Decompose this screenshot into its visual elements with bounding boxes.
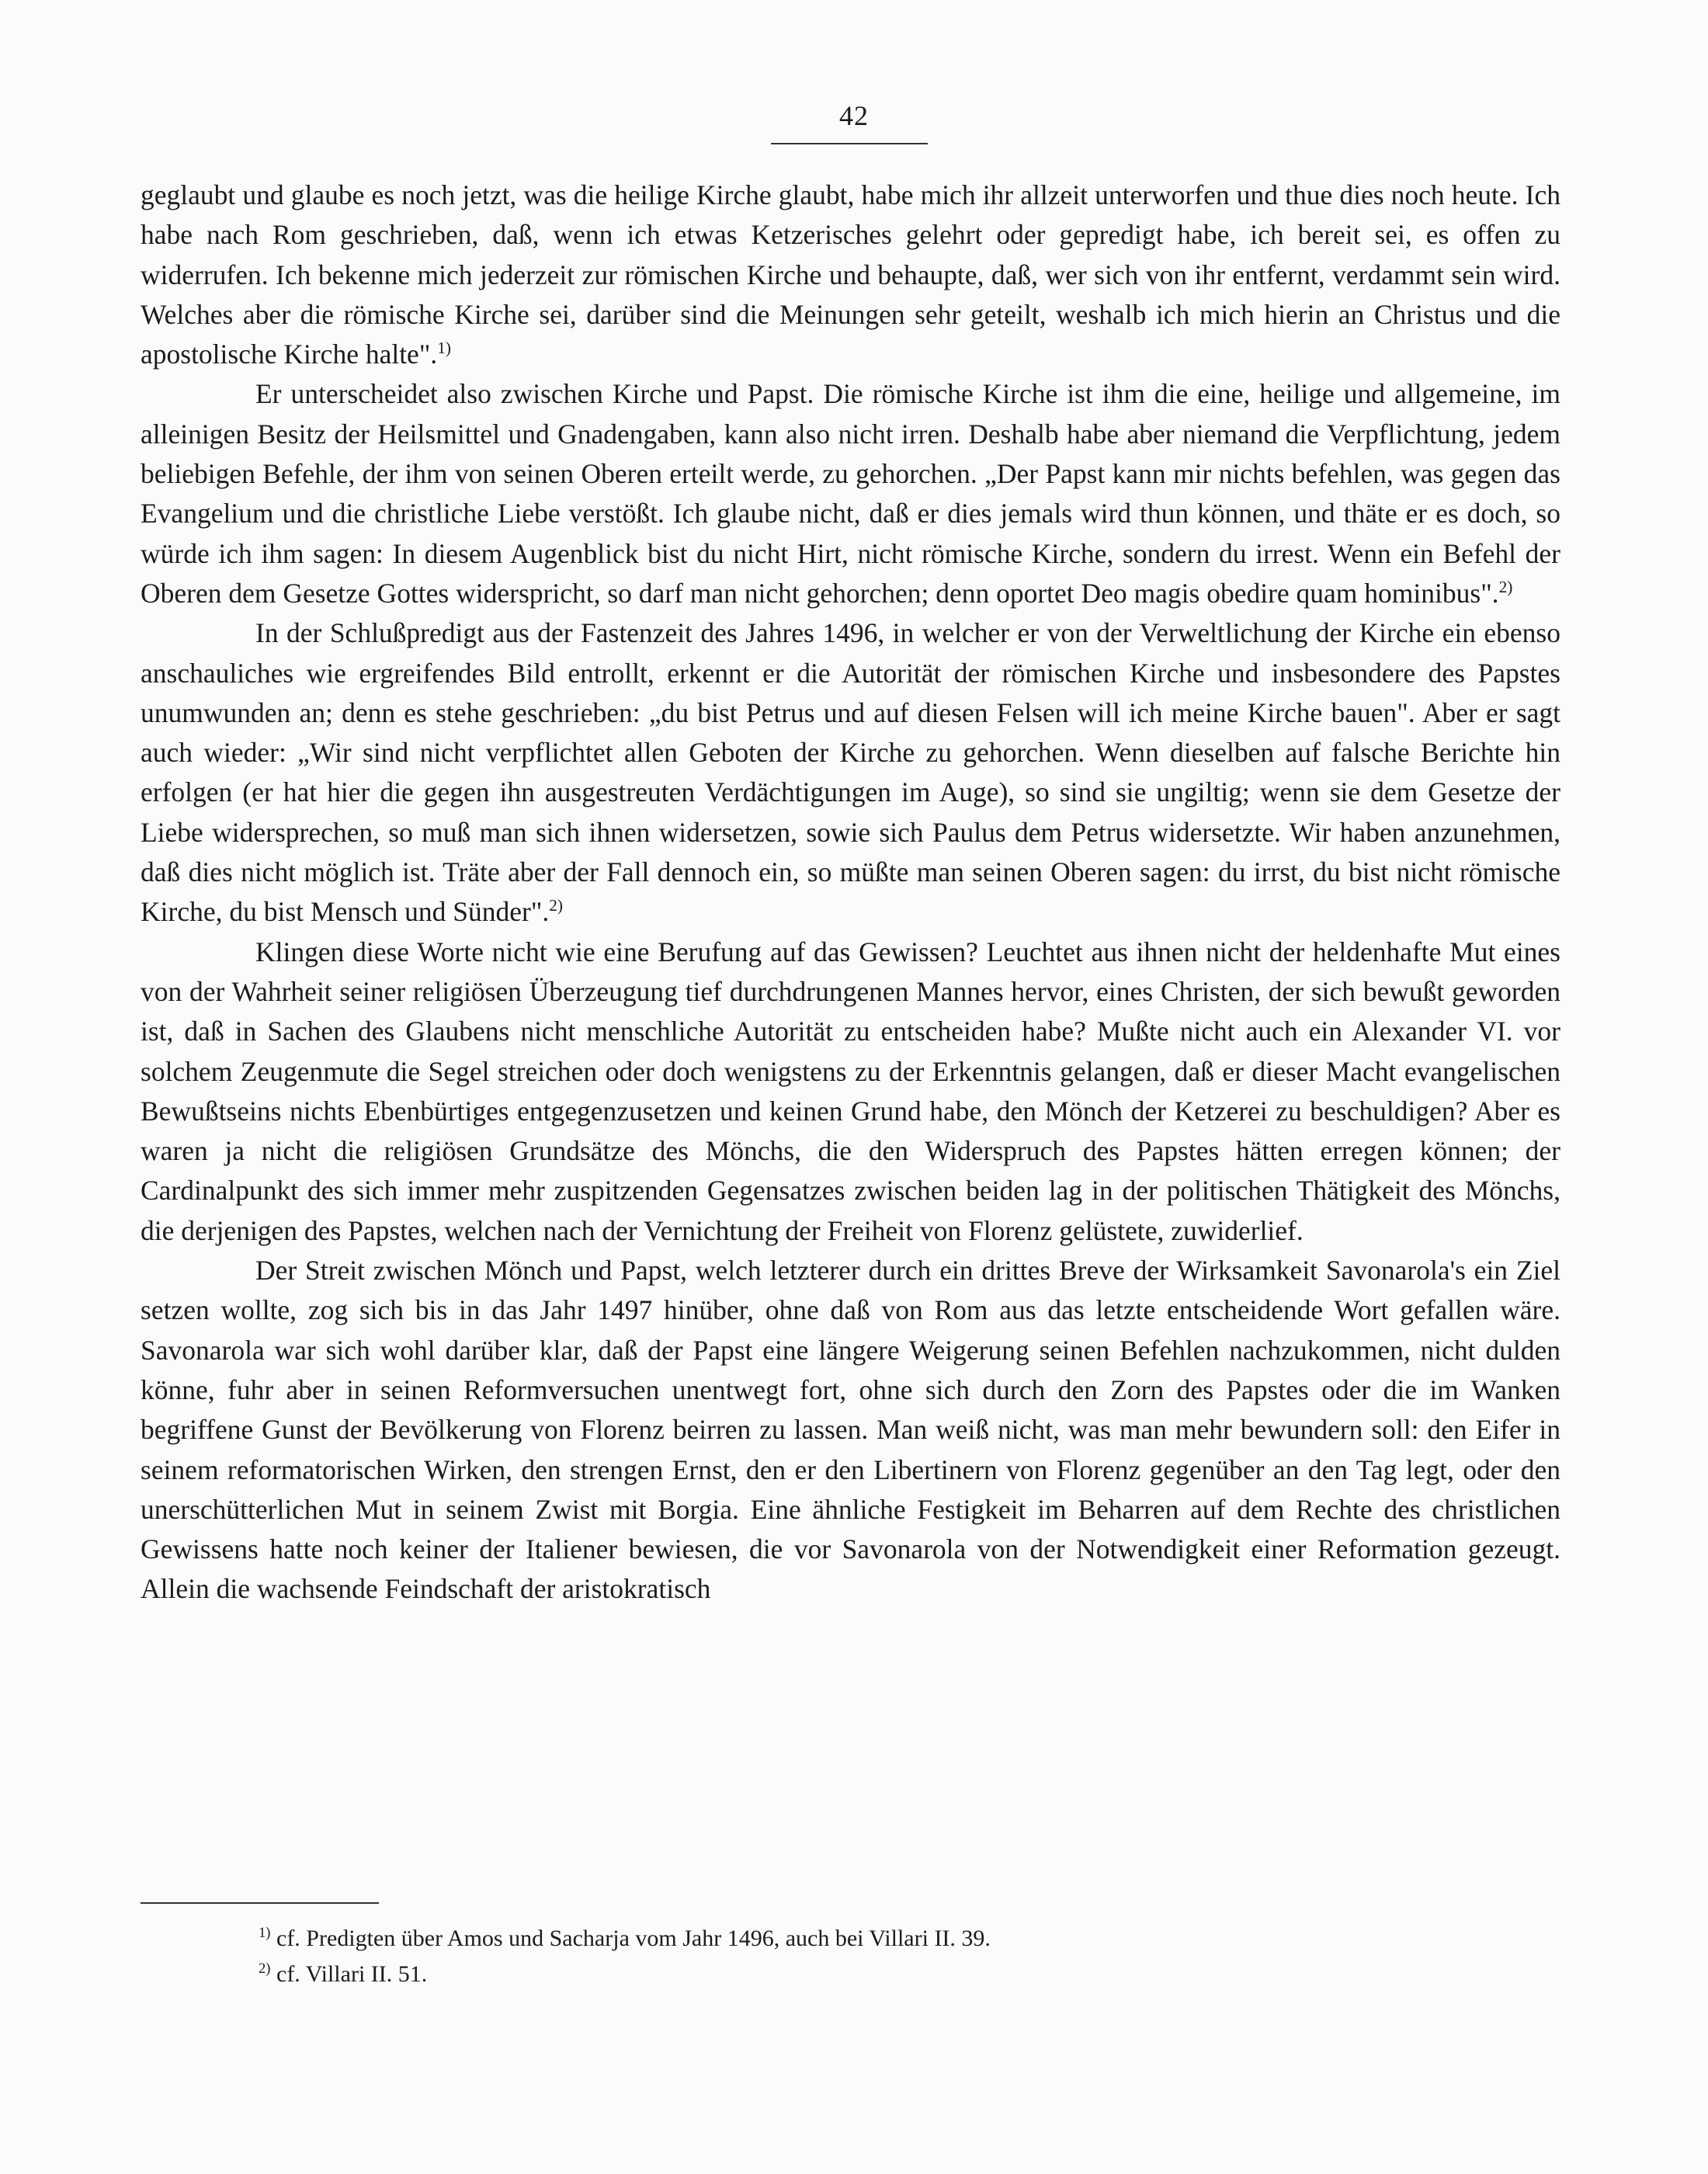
footnotes bbox=[259, 1921, 1345, 1992]
footnote-reference: 2) bbox=[1498, 578, 1513, 597]
paragraph: Der Streit zwischen Mönch und Papst, welch letzterer durch ein drittes Breve der Wirksamkeit Savonarola's ein Ziel setzen wollte, zog sich bis in das Jahr 1497 hinüber, ohne daß von Rom aus das letzte entscheidende Wort gefallen wäre. Savonarola war sich wohl darüber klar, daß der Papst eine längere Weigerung seinen Befehlen nachzukommen, nicht dulden könne, fuhr aber in seinen Reformversuchen unentwegt fort, ohne sich durch den Zorn des Papstes oder die im Wanken begriffene Gunst der Bevölkerung von Florenz beirren zu lassen. Man weiß nicht, was man mehr bewundern soll: den Eifer in seinem reformatorischen Wirken, den strengen Ernst, den er den Libertinern von Florenz gegenüber an den Tag legt, oder den unerschütterlichen Mut in seinem Zwist mit Borgia. Eine ähnliche Festigkeit im Beharren auf dem Rechte des christlichen Gewissens hatte noch keiner der Italiener bewiesen, die vor Savonarola von der Notwendigkeit einer Reformation gezeugt. Allein die wachsende Feindschaft der aristokratisch bbox=[141, 1255, 1560, 1605]
footnote-rule bbox=[141, 1902, 379, 1904]
footnote-reference: 2) bbox=[549, 896, 563, 915]
paragraph: Er unterscheidet also zwischen Kirche und Papst. Die römische Kirche ist ihm die eine, heilige und allgemeine, im alleinigen Besitz der Heilsmittel und Gnadengaben, kann also nicht irren. Deshalb habe aber niemand die Verpflichtung, jedem beliebigen Befehle, der ihm von seinen Oberen erteilt werde, zu gehorchen. „Der Papst kann mir nichts befehlen, was gegen das Evangelium und die christliche Liebe verstößt. Ich glaube nicht, daß er dies jemals wird thun können, und thäte er es doch, so würde ich ihm sagen: In diesem Augenblick bist du nicht Hirt, nicht römische Kirche, sondern du irrest. Wenn ein Befehl der Oberen dem Gesetze Gottes widerspricht, so darf man nicht gehorchen; denn oportet Deo magis obedire quam hominibus".$^{2)}$ bbox=[141, 378, 1560, 609]
paragraph: Klingen diese Worte nicht wie eine Berufung auf das Gewissen? Leuchtet aus ihnen nicht der heldenhafte Mut eines von der Wahrheit seiner religiösen Überzeugung tief durchdrungenen Mannes hervor, eines Christen, der sich bewußt geworden ist, daß in Sachen des Glaubens nicht menschliche Autorität zu entscheiden habe? Mußte nicht auch ein Alexander VI. vor solchem Zeugenmute die Segel streichen oder doch wenigstens zu der Erkenntnis gelangen, daß er dieser Macht evangelischen Bewußtseins nichts Ebenbürtiges entgegenzusetzen und keinen Grund habe, den Mönch der Ketzerei zu beschuldigen? Aber es waren ja nicht die religiösen Grundsätze des Mönchs, die den Widerspruch des Papstes hätten erregen können; der Cardinalpunkt des sich immer mehr zuspitzenden Gegensatzes zwischen beiden lag in der politischen Thätigkeit des Mönchs, die derjenigen des Papstes, welchen nach der Vernichtung der Freiheit von Florenz gelüstete, zuwiderlief. bbox=[141, 936, 1560, 1246]
footnote-reference: 1) bbox=[437, 339, 451, 358]
header-rule bbox=[771, 143, 928, 144]
body-text bbox=[141, 175, 1560, 1610]
footnote-marker: 1) bbox=[259, 1925, 271, 1941]
paragraph: In der Schlußpredigt aus der Fastenzeit des Jahres 1496, in welcher er von der Verweltlichung der Kirche ein ebenso anschauliches wie ergreifendes Bild entrollt, erkennt er die Autorität der römischen Kirche und insbesondere des Papstes unumwunden an; denn es stehe geschrieben: „du bist Petrus und auf diesen Felsen will ich meine Kirche bauen". Aber er sagt auch wieder: „Wir sind nicht verpflichtet allen Geboten der Kirche zu gehorchen. Wenn dieselben auf falsche Berichte hin erfolgen (er hat hier die gegen ihn ausgestreuten Verdächtigungen im Auge), so sind sie ungiltig; wenn sie dem Gesetze der Liebe widersprechen, so muß man sich ihnen widersetzen, sowie sich Paulus dem Petrus widersetzte. Wir haben anzunehmen, daß dies nicht möglich ist. Träte aber der Fall dennoch ein, so müßte man seinen Oberen sagen: du irrst, du bist nicht römische Kirche, du bist Mensch und Sünder".$^{2)}$ bbox=[141, 617, 1560, 928]
paragraph: geglaubt und glaube es noch jetzt, was die heilige Kirche glaubt, habe mich ihr allzeit unterworfen und thue dies noch heute. Ich habe nach Rom geschrieben, daß, wenn ich etwas Ketzerisches gelehrt oder gepredigt habe, ich bereit sei, es offen zu widerrufen. Ich bekenne mich jederzeit zur römischen Kirche und behaupte, daß, wer sich von ihr entfernt, verdammt sein wird. Welches aber die römische Kirche sei, darüber sind die Meinungen sehr geteilt, weshalb ich mich hierin an Christus und die apostolische Kirche halte".$^{1)}$ bbox=[141, 179, 1560, 370]
footnote: $^{1)}$ cf. Predigten über Amos und Sacharja vom Jahr 1496, auch bei Villari II. 39. bbox=[259, 1925, 991, 1951]
footnote-marker: 2) bbox=[259, 1960, 271, 1977]
page-number: 42 bbox=[839, 100, 869, 131]
footnote: $^{2)}$ cf. Villari II. 51. bbox=[259, 1960, 428, 1987]
